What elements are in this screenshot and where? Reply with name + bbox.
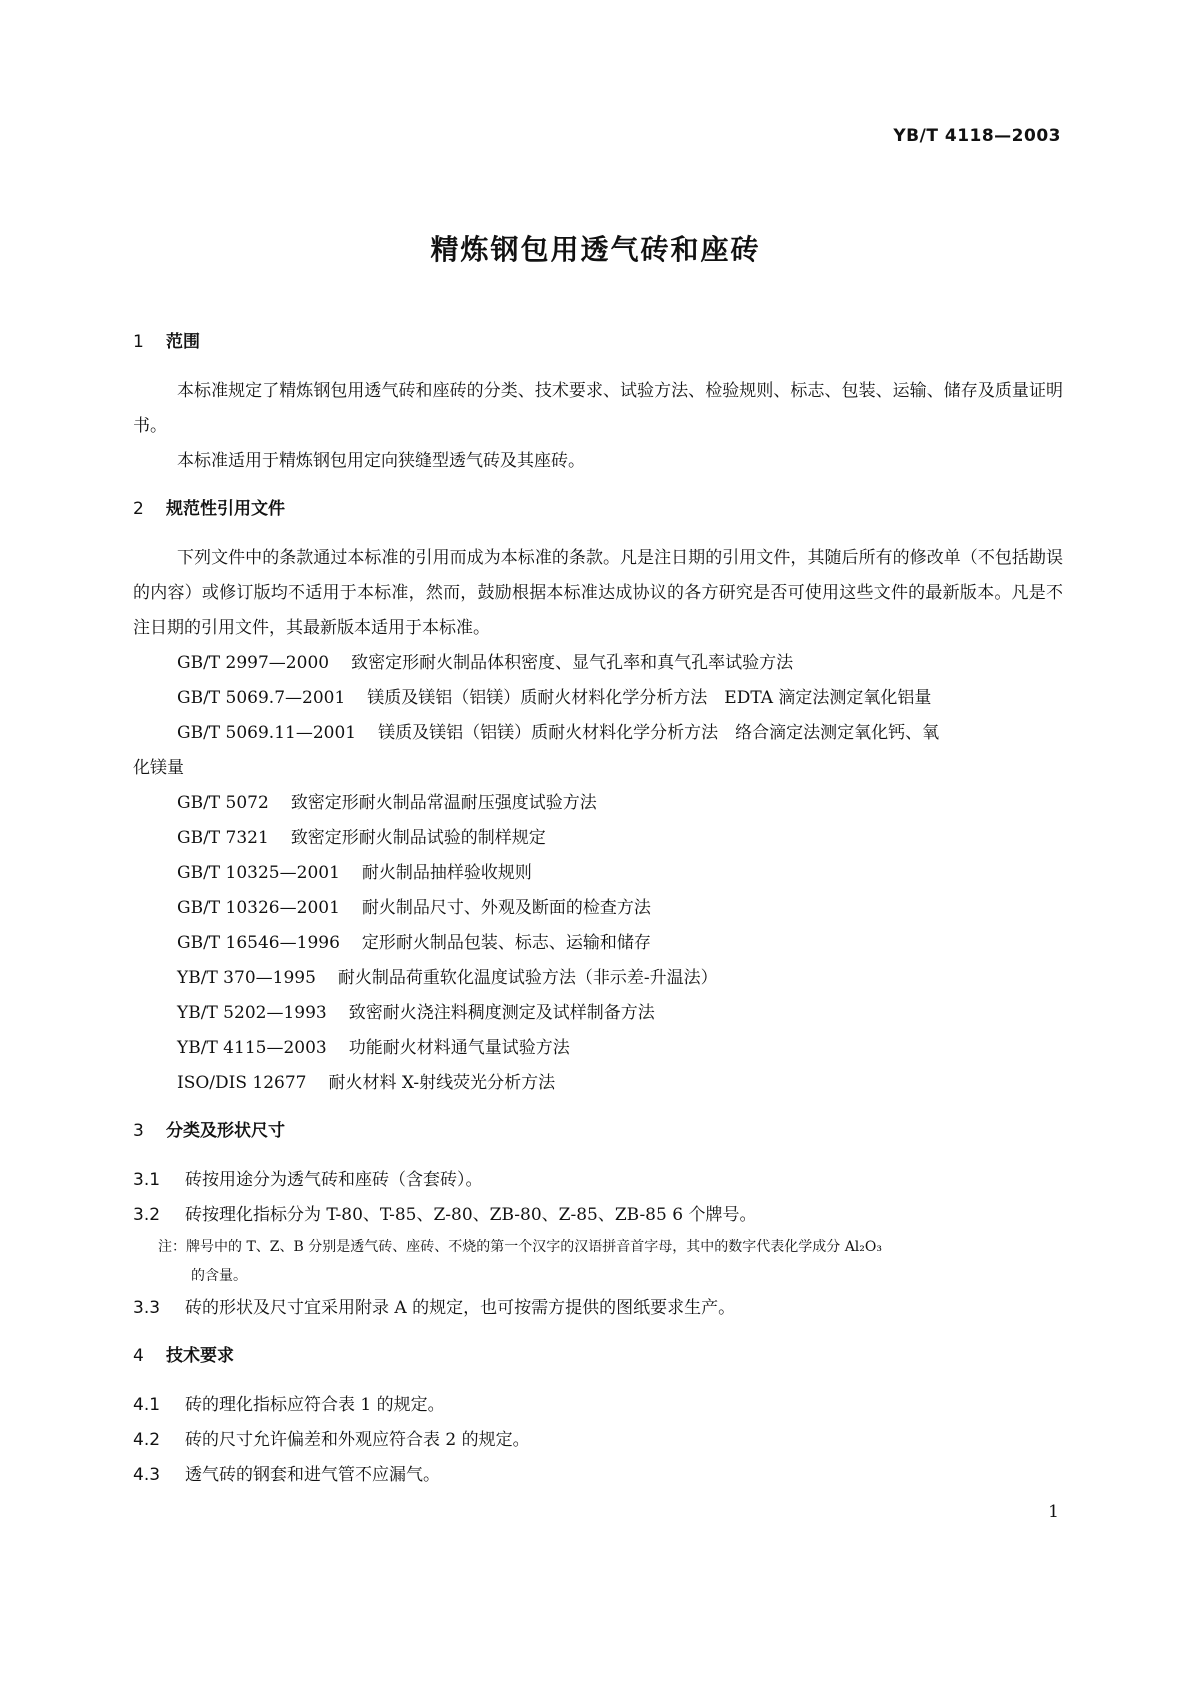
reference-item [133,716,1063,751]
note-line-continuation: 的含量。 [191,1268,247,1284]
reference-item-continuation: 化镁量 [133,758,184,778]
reference-title: 镁质及镁铝（铝镁）质耐火材料化学分析方法 EDTA 滴定法测定氧化铝量 [367,688,932,708]
clause-3-3 [133,1291,1063,1326]
reference-code: GB/T 10325—2001 [177,863,340,883]
reference-code: YB/T 4115—2003 [177,1038,327,1058]
note-line: 注：牌号中的 T、Z、B 分别是透气砖、座砖、不烧的第一个汉字的汉语拼音首字母，其中的数字代表化学成分 Al₂O₃ [158,1239,882,1255]
reference-code: ISO/DIS 12677 [177,1073,307,1093]
reference-code: GB/T 5069.11—2001 [177,723,357,743]
section-title: 分类及形状尺寸 [166,1121,285,1141]
reference-item [133,681,1063,716]
paragraph: 下列文件中的条款通过本标准的引用而成为本标准的条款。凡是注日期的引用文件，其随后所有的修改单（不包括勘误的内容）或修订版均不适用于本标准，然而，鼓励根据本标准达成协议的各方研究是否可使用这些文件的最新版本。凡是不注日期的引用文件，其最新版本适用于本标准。 [133,548,1063,638]
section-title: 规范性引用文件 [166,499,285,519]
reference-title: 致密耐火浇注料稠度测定及试样制备方法 [348,1003,655,1023]
reference-code: GB/T 5069.7—2001 [177,688,346,708]
reference-title: 耐火制品抽样验收规则 [361,863,532,883]
reference-item [133,856,1063,891]
reference-title: 耐火制品尺寸、外观及断面的检查方法 [361,898,651,918]
reference-title: 镁质及镁铝（铝镁）质耐火材料化学分析方法 络合滴定法测定氧化钙、氧 [378,723,940,743]
section-number: 3 [133,1121,144,1141]
reference-item [133,996,1063,1031]
section-number: 4 [133,1346,144,1366]
reference-title: 定形耐火制品包装、标志、运输和储存 [361,933,651,953]
clause-number: 4.2 [133,1430,161,1450]
section-3-heading [133,1119,1063,1143]
reference-item [133,1066,1063,1101]
reference-title: 耐火制品荷重软化温度试验方法（非示差-升温法） [337,968,718,988]
reference-item [133,926,1063,961]
reference-code: YB/T 370—1995 [177,968,316,988]
reference-item [133,821,1063,856]
reference-code: GB/T 16546—1996 [177,933,340,953]
reference-item [133,646,1063,681]
reference-title: 致密定形耐火制品常温耐压强度试验方法 [290,793,597,813]
clause-text: 透气砖的钢套和进气管不应漏气。 [185,1465,440,1485]
clause-4-2 [133,1423,1063,1458]
page-number: 1 [1048,1502,1059,1522]
reference-title: 致密定形耐火制品试验的制样规定 [290,828,546,848]
reference-code: GB/T 7321 [177,828,269,848]
section-1-heading [133,330,1063,354]
clause-text: 砖的理化指标应符合表 1 的规定。 [185,1395,445,1415]
clause-text: 砖按用途分为透气砖和座砖（含套砖）。 [185,1170,483,1190]
document-body [133,330,1063,1493]
reference-title: 功能耐火材料通气量试验方法 [348,1038,570,1058]
reference-code: GB/T 5072 [177,793,269,813]
section-title: 范围 [166,332,200,352]
reference-item [133,1031,1063,1066]
clause-text: 砖的形状及尺寸宜采用附录 A 的规定，也可按需方提供的图纸要求生产。 [185,1298,736,1318]
standard-code: YB/T 4118—2003 [893,126,1061,146]
clause-number: 3.2 [133,1205,161,1225]
reference-item [133,786,1063,821]
reference-item [133,961,1063,996]
clause-number: 4.1 [133,1395,161,1415]
paragraph: 本标准适用于精炼钢包用定向狭缝型透气砖及其座砖。 [177,451,585,471]
clause-3-1 [133,1163,1063,1198]
reference-code: GB/T 10326—2001 [177,898,340,918]
document-title: 精炼钢包用透气砖和座砖 [430,233,761,266]
clause-text: 砖的尺寸允许偏差和外观应符合表 2 的规定。 [185,1430,530,1450]
clause-3-2 [133,1198,1063,1233]
clause-number: 4.3 [133,1465,161,1485]
clause-4-3 [133,1458,1063,1493]
clause-number: 3.1 [133,1170,161,1190]
clause-number: 3.3 [133,1298,161,1318]
section-4-heading [133,1344,1063,1368]
section-2-heading [133,497,1063,521]
clause-4-1 [133,1388,1063,1423]
section-title: 技术要求 [166,1346,234,1366]
section-number: 2 [133,499,144,519]
clause-text: 砖按理化指标分为 T-80、T-85、Z-80、ZB-80、Z-85、ZB-85 6 个牌号。 [185,1205,757,1225]
reference-item [133,891,1063,926]
reference-code: YB/T 5202—1993 [177,1003,327,1023]
section-number: 1 [133,332,144,352]
reference-title: 耐火材料 X-射线荧光分析方法 [328,1073,556,1093]
reference-title: 致密定形耐火制品体积密度、显气孔率和真气孔率试验方法 [351,653,794,673]
reference-code: GB/T 2997—2000 [177,653,330,673]
paragraph: 本标准规定了精炼钢包用透气砖和座砖的分类、技术要求、试验方法、检验规则、标志、包装、运输、储存及质量证明书。 [133,381,1063,436]
